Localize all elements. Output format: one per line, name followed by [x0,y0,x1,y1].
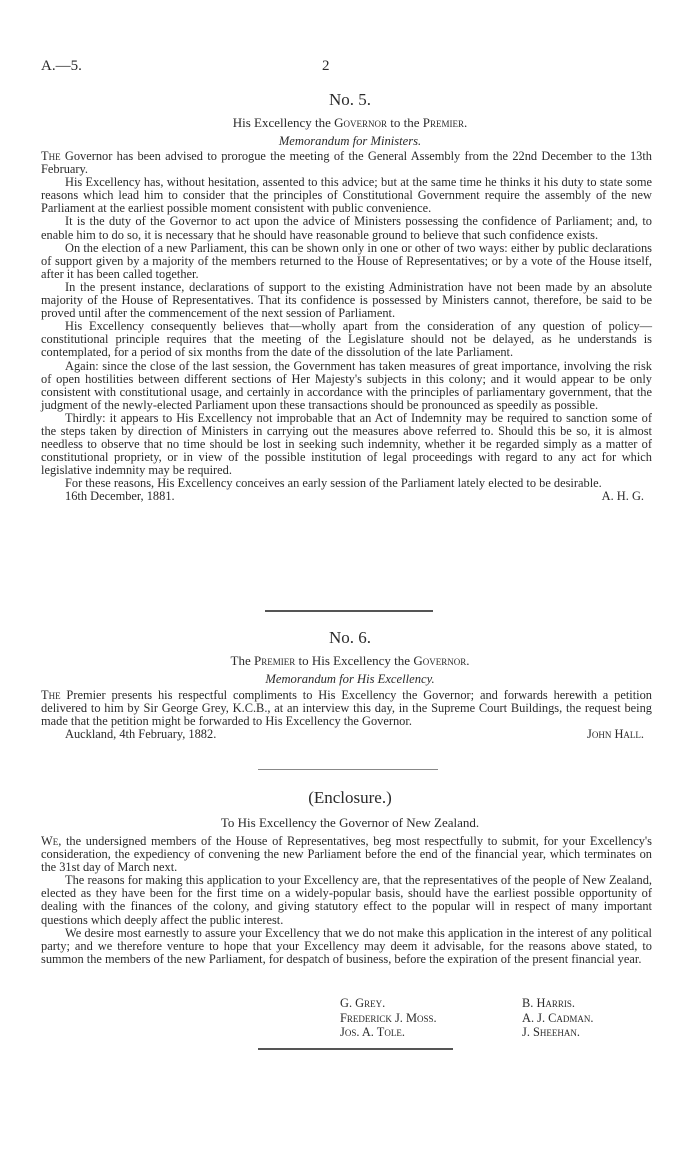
signature: John Hall. [587,727,644,742]
paragraph [41,835,652,874]
section-divider [265,610,433,612]
signatory: B. Harris. [522,996,576,1010]
heading-to: Governor [413,653,467,668]
signatory: G. Grey. [340,996,386,1010]
dateline [41,728,652,742]
paragraph: His Excellency consequently believes that—wholly apart from the consideration of any question of policy—constitutional principle requires that the meeting of the Legislature should not be delayed, as he understands is contemplated, for a period of six months from the date of the dissolution of the late Parliament. [41,319,652,360]
section-number-6: No. 6. [328,628,372,647]
paragraph: His Excellency has, without hesitation, assented to this advice; but at the same time he thinks it his duty to state some reasons which lead him to consider that the principles of Constitutional Government require the assembly of the new Parliament at the earliest possible moment consistent with public convenience. [41,175,652,216]
opening-word: We [41,834,59,848]
enclosure-body [41,835,652,966]
paragraph-text: Governor has been advised to prorogue the meeting of the General Assembly from the 22nd December to the 13th February. [41,149,652,177]
page-number: 2 [322,58,330,74]
section-5-heading [0,115,700,131]
section-5-memo-title: Memorandum for Ministers. [278,134,422,148]
paragraph [41,689,652,728]
paragraph-text: Premier presents his respectful compliments to His Excellency the Governor; and forwards herewith a petition delivered to him by Sir George Grey, K.C.B., at an interview this day, in the Supreme Court Buildings, the request being made that the petition might be forwarded to His Excellency the Governor. [41,688,652,729]
paragraph: We desire most earnestly to assure your Excellency that we do not make this application in the interest of any political party; and we therefore venture to hope that your Excellency may deem it advisable, for the reasons above stated, to summon the members of the new Parliament, for despatch of business, before the expiration of the present financial year. [41,925,652,966]
enclosure-address: To His Excellency the Governor of New Zealand. [220,815,480,830]
heading-text: to His Excellency the [295,653,414,668]
signatories-right [522,996,594,1040]
document-reference: A.—5. [41,58,82,74]
signatory: J. Sheehan. [522,1025,580,1039]
heading-from: Premier [254,653,296,668]
paragraph: It is the duty of the Governor to act upon the advice of Ministers possessing the confidence of Parliament; and, to enable him to do so, it is necessary that he should have reasonable ground to believe that such confidence exists. [41,214,652,242]
section-divider [258,1048,453,1050]
enclosure-title: (Enclosure.) [308,788,392,807]
section-6-body [41,689,652,742]
paragraph: Again: since the close of the last session, the Government has taken measures of great importance, involving the risk of open hostilities between different sections of Her Majesty's subjects in this colony; and it would appear to be only consistent with constitutional usage, and certainly in accordance with the principles of parliamentary government, that the judgment of the newly-elected Parliament upon these transactions should be pronounced as speedily as possible. [41,358,652,412]
dateline [41,490,652,504]
signatories-left [340,996,437,1040]
date: Auckland, 4th February, 1882. [65,727,217,742]
date: 16th December, 1881. [65,489,175,504]
section-5-body [41,150,652,504]
section-number-5: No. 5. [328,90,372,109]
paragraph-text: , the undersigned members of the House of Representatives, beg most respectfully to submit, for your Excellency's consideration, the expediency of convening the new Parliament before the end of the financial year, which terminates on the 31st day of March next. [41,834,652,875]
heading-text: . [464,115,468,130]
signatory: Jos. A. Tole. [340,1025,405,1039]
heading-text: to the [387,115,423,130]
heading-from: Governor [334,115,388,130]
opening-word: The [41,688,61,702]
opening-word: The [41,149,61,163]
section-6-heading [0,653,700,669]
heading-text: The [230,653,255,668]
heading-text: His Excellency the [232,115,335,130]
heading-to: Premier [422,115,465,130]
paragraph: On the election of a new Parliament, this can be shown only in one or other of two ways: either by public declarations of support given by a majority of the members returned to the House of Representatives; or by a vote of the House itself, after it has been called together. [41,240,652,281]
section-6-memo-title: Memorandum for His Excellency. [265,672,435,686]
paragraph: Thirdly: it appears to His Excellency not improbable that an Act of Indemnity may be required to sanction some of the steps taken by direction of Ministers in carrying out the measures above referred to. Should this be so, it is almost needless to observe that no time should be lost in seeking such indemnity, whether it be regarded simply as a matter of constitutional propriety, or in view of the possible institution of legal proceedings with regard to any act for which legislative indemnity may be required. [41,410,652,478]
paragraph [41,150,652,176]
paragraph: In the present instance, declarations of support to the existing Administration have not been made by an absolute majority of the House of Representatives. That its confidence is possessed by Ministers cannot, therefore, be said to be proved until after the commencement of the next session of Parliament. [41,279,652,321]
heading-text: . [466,653,470,668]
paragraph: The reasons for making this application to your Excellency are, that the representatives of the people of New Zealand, elected as they have been for the first time on a widely-popular basis, should have the earliest possible opportunity of dealing with the finances of the colony, and giving statutory effect to the popular will in respect of many important questions which deeply affect the public interest. [41,873,652,927]
signatory: A. J. Cadman. [522,1010,594,1025]
paragraph: For these reasons, His Excellency conceives an early session of the Parliament lately elected to be desirable. [65,476,602,491]
signature: A. H. G. [601,489,644,504]
signatory: Frederick J. Moss. [340,1010,437,1025]
section-divider [258,769,438,770]
